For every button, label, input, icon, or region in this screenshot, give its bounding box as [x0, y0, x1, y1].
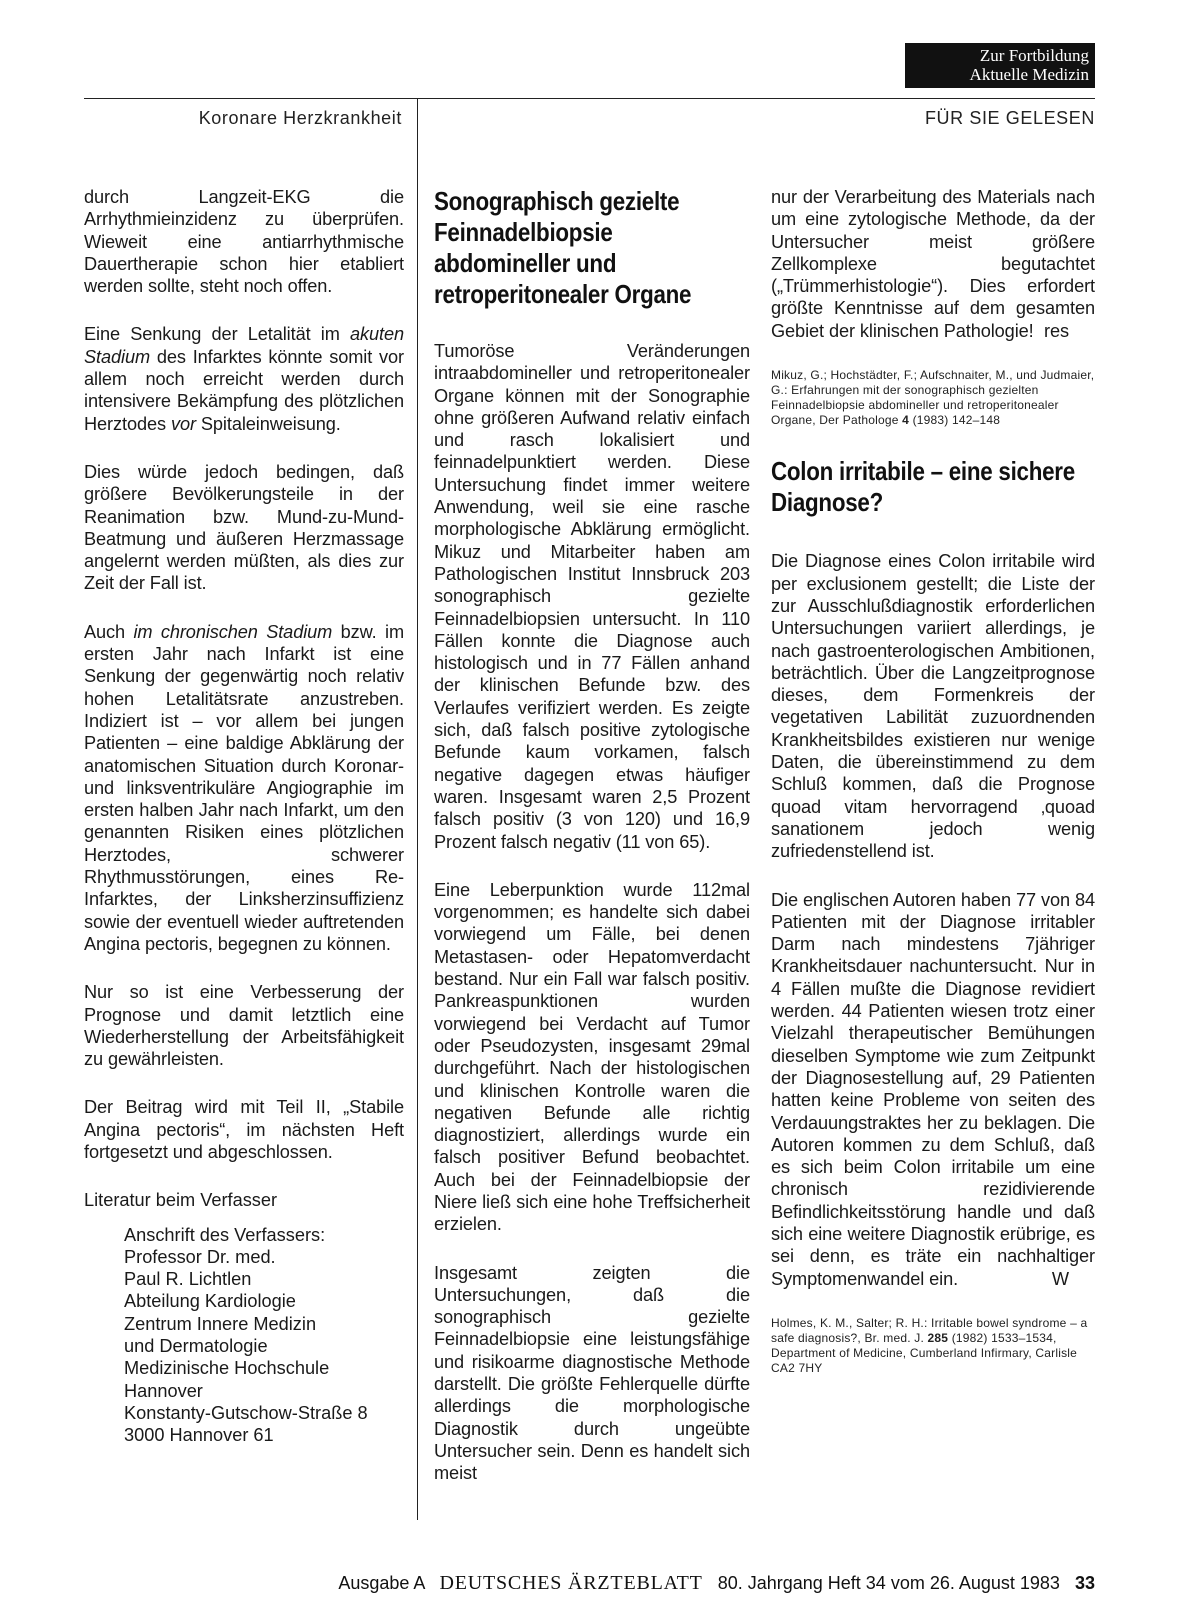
address-line: Paul R. Lichtlen	[124, 1269, 252, 1290]
page-footer	[338, 1572, 1095, 1595]
author-signature: W	[1051, 1268, 1069, 1289]
body-paragraph: Der Beitrag wird mit Teil II, „Stabile Angina pectoris“, im nächsten Heft fortgesetzt und abgeschlossen.	[84, 1097, 404, 1162]
author-address	[124, 1224, 404, 1447]
column-divider	[417, 98, 418, 1520]
section-label-line1: Zur Fortbildung	[979, 46, 1089, 65]
running-head-left: Koronare Herzkrankheit	[198, 108, 402, 128]
body-paragraph: Nur so ist eine Verbesserung der Prognose und damit letztlich eine Wiederherstellung der Arbeitsfähigkeit zu gewährleisten.	[84, 982, 404, 1070]
body-paragraph: Eine Leberpunktion wurde 112mal vorgenommen; es handelte sich dabei vorwiegend um Fälle, bei denen Metastasen- oder Hepatomverdacht bestand. Nur ein Fall war falsch positiv. Pankreaspunktionen wurden vorwiegend bei Verdacht auf Tumor oder Pseudozysten, insgesamt 29mal durchgeführt. Nach der histologischen und klinischen Kontrolle waren die negativen Befunde alle richtig diagnostiziert, allerdings wurde ein falsch positiver Befund beobachtet. Auch bei der Feinnadelbiopsie der Niere ließ sich eine hohe Treffsicherheit erzielen.	[434, 879, 750, 1235]
column-1	[84, 186, 404, 1447]
footer-issue: 80. Jahrgang Heft 34 vom 26. August 1983	[717, 1573, 1060, 1593]
reference-citation: Holmes, K. M., Salter; R. H.: Irritable bowel syndrome – a safe diagnosis?, Br. med. J. 285 (1982) 1533–1534, Department of Medicine, Cumberland Infirmary, Carlisle CA2 7HY	[771, 1316, 1088, 1376]
address-line: Konstanty-Gutschow-Straße 8	[124, 1402, 368, 1423]
body-paragraph: nur der Verarbeitung des Materials nach um eine zytologische Methode, da der Untersucher meist größere Zellkomplexe begutachtet („Trümmerhistologie“). Dies erfordert größte Kenntnisse auf dem gesamten Gebiet der klinischen Pathologie! res	[771, 187, 1095, 342]
body-paragraph: Die Diagnose eines Colon irritabile wird per exclusionem gestellt; die Liste der zur Ausschlußdiagnostik erforderlichen Untersuchungen variiert allerdings, je nach gastroenterologischen Ambitionen, beträchtlich. Über die Langzeitprognose dieses, dem Formenkreis der vegetativen Labilität zuzuordnenden Krankheitsbildes existieren nur wenige Daten, die übereinstimmend zu dem Schluß kommen, daß die Prognose quoad vitam hervorragend ‚quoad sanationem jedoch wenig zufriedenstellend ist.	[771, 551, 1095, 862]
address-line: Zentrum Innere Medizin	[124, 1313, 317, 1334]
address-line: Abteilung Kardiologie	[124, 1291, 296, 1312]
body-paragraph: Die englischen Autoren haben 77 von 84 Patienten mit der Diagnose irritabler Darm nach mindestens 7jähriger Krankheitsdauer nachuntersucht. Nur in 4 Fällen mußte die Diagnose revidiert werden. 44 Patienten wiesen trotz einer Vielzahl therapeutischer Bemühungen dieselben Symptome wie zum Zeitpunkt der Diagnosestellung auf, 29 Patienten hatten keine Probleme von seiten des Verdauungstraktes her zu beklagen. Die Autoren kommen zu dem Schluß, daß es sich beim Colon irritabile um eine chronisch rezidivierende Befindlichkeitsstörung handle und daß sich eine weitere Diagnostik erübrige, es sei denn, es träte ein nachhaltiger Symptomenwandel ein. W	[771, 889, 1095, 1289]
body-paragraph: Dies würde jedoch bedingen, daß größere Bevölkerungsteile in der Reanimation bzw. Mund-zu-Mund-Beatmung und äußeren Herzmassage angelernt werden müßten, als dies zur Zeit der Fall ist.	[84, 461, 404, 594]
article-headline: Sonographisch gezielte Feinnadelbiopsie abdomineller und retroperitonealer Organe	[434, 186, 692, 309]
body-paragraph: durch Langzeit-EKG die Arrhythmieinzidenz zu überprüfen. Wieweit eine antiarrhythmische Dauertherapie schon hier etabliert werden sollte, steht noch offen.	[84, 187, 404, 297]
header-rule	[84, 98, 1095, 99]
address-line: Anschrift des Verfassers:	[124, 1224, 326, 1245]
body-paragraph: Tumoröse Veränderungen intraabdomineller und retroperitonealer Organe können mit der Sonographie ohne größeren Aufwand relativ einfach und rasch lokalisiert und feinnadelpunktiert werden. Diese Untersuchung findet immer weitere Anwendung, weil sie eine rasche morphologische Abklärung ermöglicht. Mikuz und Mitarbeiter haben am Pathologischen Institut Innsbruck 203 sonographisch gezielte Feinnadelbiopsien untersucht. In 110 Fällen konnte die Diagnose auch histologisch und in 77 Fällen anhand der klinischen Befunde bzw. des Verlaufes verifiziert werden. Es zeigte sich, daß falsch positive zytologische Befunde kaum vorkamen, falsch negative dagegen etwas häufiger waren. Insgesamt waren 2,5 Prozent falsch positiv (3 von 120) und 16,9 Prozent falsch negativ (11 von 65).	[434, 341, 750, 852]
body-paragraph: Auch im chronischen Stadium bzw. im ersten Jahr nach Infarkt ist eine Senkung der gegenwärtig noch relativ hohen Letalitätsrate anzustreben. Indiziert ist – vor allem bei jungen Patienten – eine baldige Abklärung der anatomischen Situation durch Koronar- und linksventrikuläre Angiographie im ersten halben Jahr nach Infarkt, um den genannten Risiken eines plötzlichen Herztodes, schwerer Rhythmusstörungen, eines Re-Infarktes, der Linksherzinsuffizienz sowie der eventuell wieder auftretenden Angina pectoris, begegnen zu können.	[84, 621, 405, 954]
section-label-line2: Aktuelle Medizin	[969, 65, 1089, 84]
address-line: Hannover	[124, 1380, 203, 1401]
footer-journal: DEUTSCHES ÄRZTEBLATT	[439, 1572, 703, 1594]
page-number: 33	[1074, 1573, 1095, 1593]
section-label	[905, 43, 1095, 88]
author-signature: res	[1044, 321, 1069, 342]
article-headline: Colon irritabile – eine sichere Diagnose?	[771, 456, 1075, 518]
address-line: 3000 Hannover 61	[124, 1425, 274, 1446]
footer-edition: Ausgabe A	[338, 1573, 425, 1593]
column-2	[434, 186, 750, 1485]
body-paragraph: Eine Senkung der Letalität im akuten Stadium des Infarktes könnte somit vor allem noch erreicht werden durch intensivere Bekämpfung des plötzlichen Herztodes vor Spitaleinweisung.	[84, 324, 404, 434]
address-line: Medizinische Hochschule	[124, 1358, 330, 1379]
literature-note: Literatur beim Verfasser	[84, 1190, 278, 1211]
reference-citation: Mikuz, G.; Hochstädter, F.; Aufschnaiter, M., und Judmaier, G.: Erfahrungen mit der sonographisch gezielten Feinnadelbiopsie abdomineller und retroperitonealer Organe, Der Pathologe 4 (1983) 142–148	[771, 368, 1095, 428]
running-head-right: FÜR SIE GELESEN	[924, 108, 1095, 128]
column-3	[771, 186, 1095, 1404]
address-line: und Dermatologie	[124, 1336, 268, 1357]
address-line: Professor Dr. med.	[124, 1246, 276, 1267]
body-paragraph: Insgesamt zeigten die Untersuchungen, daß die sonographisch gezielte Feinnadelbiopsie eine leistungsfähige und risikoarme diagnostische Methode darstellt. Die größte Fehlerquelle dürfte allerdings die morphologische Diagnostik durch ungeübte Untersucher sein. Denn es handelt sich meist	[434, 1262, 750, 1484]
